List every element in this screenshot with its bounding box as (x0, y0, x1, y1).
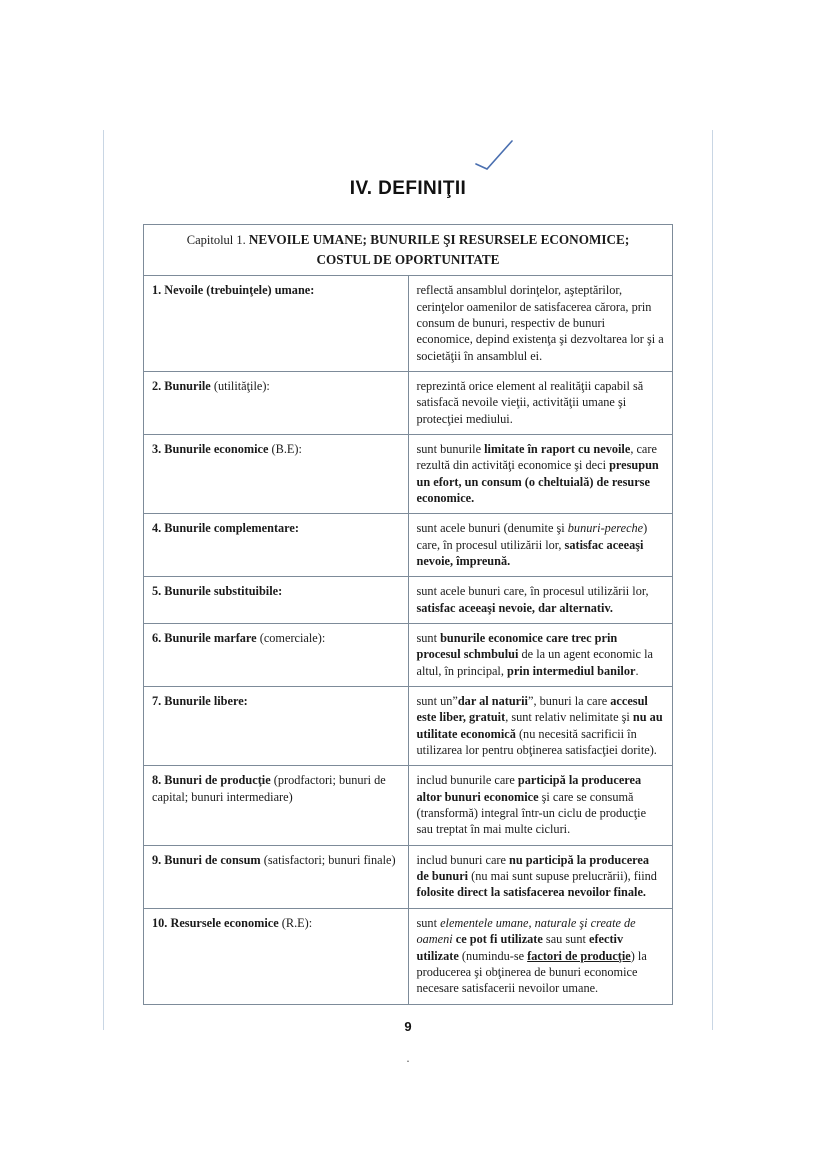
definition-term-cell (144, 514, 409, 577)
definition-term: 9. Bunuri de consum (152, 852, 261, 867)
definition-term-note: (B.E): (271, 441, 302, 456)
chapter-header-cell (144, 225, 673, 276)
table-row (144, 371, 673, 434)
definition-term: 7. Bunurile libere: (152, 694, 248, 709)
footer-mark: . (406, 1049, 410, 1065)
definition-text-cell: sunt bunurile economice care trec prin procesul schmbului de la un agent economic la altul, în principal, prin intermediul banilor. (408, 624, 673, 687)
definition-term-cell (144, 845, 409, 908)
table-row (144, 276, 673, 372)
chapter-label: Capitolul 1. (186, 233, 246, 247)
definition-term: 6. Bunurile marfare (152, 631, 257, 646)
chapter-subtitle: COSTUL DE OPORTUNITATE (316, 251, 500, 267)
definition-text-cell: reflectă ansamblul dorinţelor, aşteptărilor, cerinţelor oamenilor de satisfacerea cărora, prin consum de bunuri, respectiv de bunuri economice, depind existenţa şi dezvoltarea lor şi a societăţii în ansamblul ei. (408, 276, 673, 372)
table-row (144, 514, 673, 577)
definition-term-cell (144, 371, 409, 434)
definitions-table-body (144, 225, 673, 1005)
table-row (144, 624, 673, 687)
page-number: 9 (404, 1018, 412, 1034)
chapter-title: NEVOILE UMANE; BUNURILE ŞI RESURSELE ECONOMICE; (248, 232, 630, 247)
definition-term-note: (satisfactori; bunuri finale) (263, 852, 396, 867)
table-row (144, 845, 673, 908)
definition-term: 2. Bunurile (152, 378, 211, 393)
definition-text-cell: includ bunuri care nu participă la producerea de bunuri (nu mai sunt supuse prelucrării), fiind folosite direct la satisfacerea nevoilor finale. (408, 845, 673, 908)
definition-term: 1. Nevoile (trebuinţele) umane: (152, 283, 315, 298)
definition-term: 4. Bunurile complementare: (152, 521, 299, 536)
definition-term-cell (144, 577, 409, 624)
table-row (144, 908, 673, 1004)
definition-text-cell: includ bunurile care participă la producerea altor bunuri economice şi care se consumă (transformă) integral într-un ciclu de producţie sau treptat în mai multe cicluri. (408, 766, 673, 845)
definition-text-cell: sunt acele bunuri (denumite şi bunuri-pereche) care, în procesul utilizării lor, satisfac aceeaşi nevoie, împreună. (408, 514, 673, 577)
definition-term-note: (R.E): (281, 915, 313, 930)
page-edge-line-right (712, 130, 713, 1030)
definition-term: 3. Bunurile economice (152, 441, 269, 456)
table-row (144, 577, 673, 624)
check-mark-icon (474, 140, 514, 170)
table-row (144, 434, 673, 513)
definition-text-cell: sunt elementele umane, naturale şi create de oameni ce pot fi utilizate sau sunt efectiv utilizate (numindu-se factori de producţie) la producerea şi obţinerea de bunuri economice necesare satisfacerii nevoilor umane. (408, 908, 673, 1004)
page-title: IV. DEFINIŢII (349, 178, 467, 199)
definition-term-note: (prodfactori; bunuri de capital; bunuri intermediare) (152, 773, 386, 804)
table-row-chapter-header (144, 225, 673, 276)
definition-term-cell (144, 624, 409, 687)
definitions-table (143, 224, 673, 1005)
definition-text-cell: sunt bunurile limitate în raport cu nevoile, care rezultă din activităţi economice şi deci presupun un efort, un consum (o cheltuială) de resurse economice. (408, 434, 673, 513)
definition-term-note: (comerciale): (259, 631, 326, 646)
definition-term-cell (144, 276, 409, 372)
definition-term-cell (144, 766, 409, 845)
definition-term: 10. Resursele economice (152, 915, 279, 930)
definition-text-cell: reprezintă orice element al realităţii capabil să satisfacă nevoile vieţii, activităţii umane şi protecţiei mediului. (408, 371, 673, 434)
definition-text-cell: sunt acele bunuri care, în procesul utilizării lor, satisfac aceeaşi nevoie, dar alternativ. (408, 577, 673, 624)
document-page (104, 130, 712, 1066)
definition-term: 8. Bunuri de producţie (152, 773, 271, 788)
definition-term-cell (144, 434, 409, 513)
table-row (144, 766, 673, 845)
definition-term-cell (144, 908, 409, 1004)
definition-term-cell (144, 687, 409, 766)
table-row (144, 687, 673, 766)
definition-text-cell: sunt un”dar al naturii”, bunuri la care accesul este liber, gratuit, sunt relativ nelimitate şi nu au utilitate economică (nu necesită sacrificii în utilizarea lor pentru obţinerea satisfacţiei dorite). (408, 687, 673, 766)
definition-term: 5. Bunurile substituibile: (152, 584, 283, 599)
definition-term-note: (utilităţile): (213, 378, 270, 393)
